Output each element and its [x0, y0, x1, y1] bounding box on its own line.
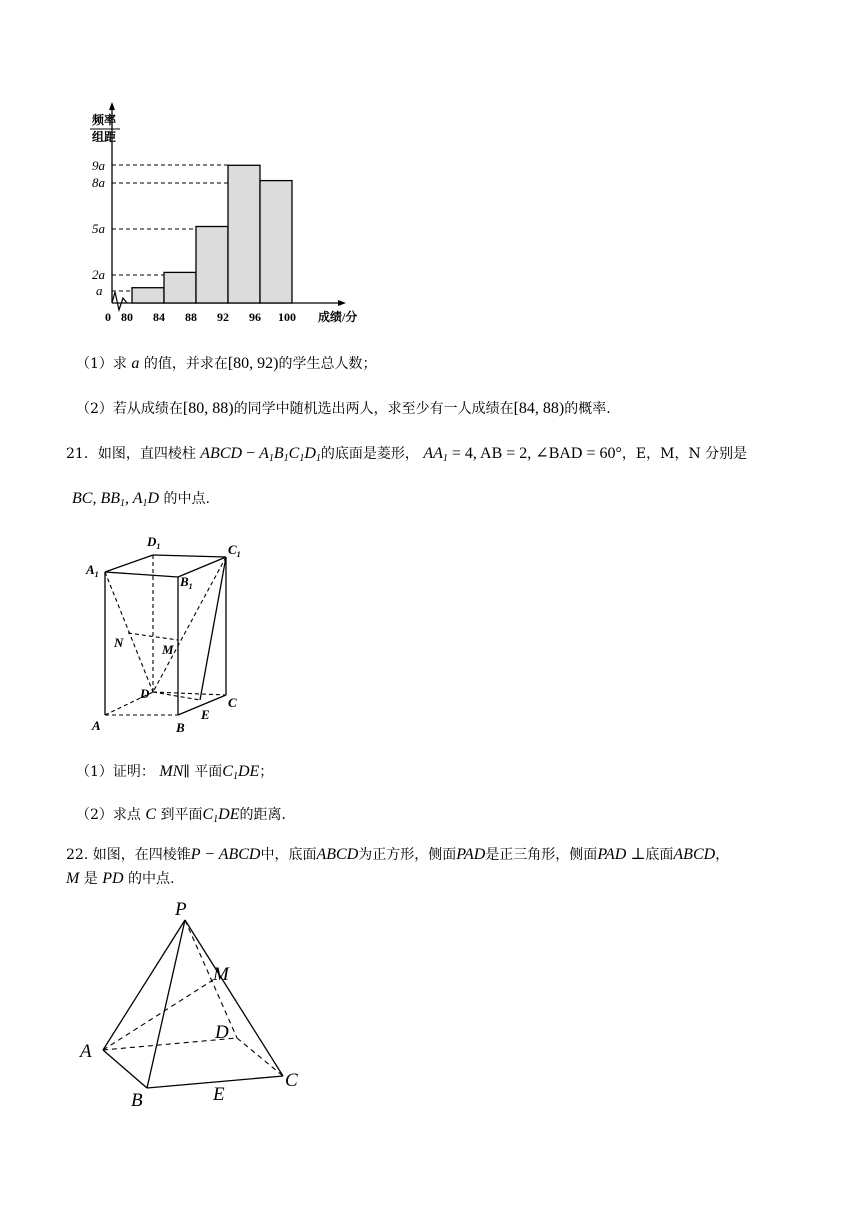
origin-label: 0: [105, 310, 111, 324]
y-tick-9a: 9a: [92, 158, 105, 173]
label-C1: $C_1$: [228, 542, 241, 559]
pyramid-figure: [75, 900, 315, 1110]
histogram-bar-5: [260, 181, 292, 303]
y-tick-5a: 5a: [92, 221, 105, 236]
label-P: P: [175, 900, 187, 920]
label-A: A: [92, 718, 101, 733]
y-tick-a: a: [96, 283, 103, 298]
q21-line2: BC, $BB_1$, $A_1D$ 的中点.: [72, 490, 210, 509]
x-tick-label: 80: [121, 310, 133, 324]
histogram-bar-1: [132, 288, 164, 303]
label-C: C: [285, 1070, 298, 1091]
q21-line1: 21．如图，直四棱柱 ABCD − $A_1B_1C_1D_1$的底面是菱形， $AA_1 = 4$, AB = 2, ∠BAD = 60°，E，M，N 分别是: [66, 445, 748, 464]
x-tick-labels: [121, 310, 296, 324]
x-tick-label: 84: [153, 310, 165, 324]
histogram-bar-4: [228, 165, 260, 303]
y-tick-2a: 2a: [92, 267, 105, 282]
label-D: D: [215, 1022, 229, 1043]
q20-part1: （1）求 a 的值，并求在[80, 92)的学生总人数；: [76, 355, 377, 372]
label-C: C: [228, 695, 237, 710]
prism-figure: [80, 530, 250, 740]
y-axis-label-top: 频率: [92, 113, 117, 127]
histogram-bars: [132, 165, 292, 303]
x-tick-label: 96: [249, 310, 261, 324]
histogram-bar-3: [196, 227, 228, 304]
y-axis-label-bottom: 组距: [92, 130, 117, 144]
q21-part1: （1）证明： MN∥ 平面$C_1DE$；: [76, 763, 274, 782]
label-E: E: [201, 707, 210, 722]
frequency-histogram: [80, 100, 380, 335]
x-tick-label: 92: [217, 310, 229, 324]
x-tick-label: 100: [278, 310, 296, 324]
q22-line2: M 是 PD 的中点.: [66, 870, 175, 887]
q22-line1: 22. 如图，在四棱锥P − ABCD中，底面ABCD为正方形，侧面PAD是正三角形，侧面PAD ⊥底面ABCD，: [66, 846, 730, 863]
label-D1: $D_1$: [147, 534, 161, 551]
histogram-bar-2: [164, 272, 196, 303]
label-B: B: [131, 1090, 143, 1110]
label-M: M: [162, 642, 174, 657]
x-axis-label: 成绩/分: [318, 310, 358, 324]
label-B: B: [176, 720, 185, 735]
q21-part2: （2）求点 C 到平面$C_1DE$的距离.: [76, 806, 286, 825]
q20-part2: （2）若从成绩在[80, 88)的同学中随机选出两人，求至少有一人成绩在[84, 88)的概率.: [76, 400, 611, 417]
y-tick-8a: 8a: [92, 175, 105, 190]
label-A1: $A_1$: [86, 562, 99, 579]
label-N: N: [114, 635, 124, 650]
label-D: D: [140, 686, 150, 701]
label-B1: $B_1$: [180, 574, 193, 591]
label-A: A: [80, 1041, 92, 1062]
label-M: M: [213, 964, 229, 985]
label-E: E: [213, 1084, 225, 1105]
x-tick-label: 88: [185, 310, 197, 324]
